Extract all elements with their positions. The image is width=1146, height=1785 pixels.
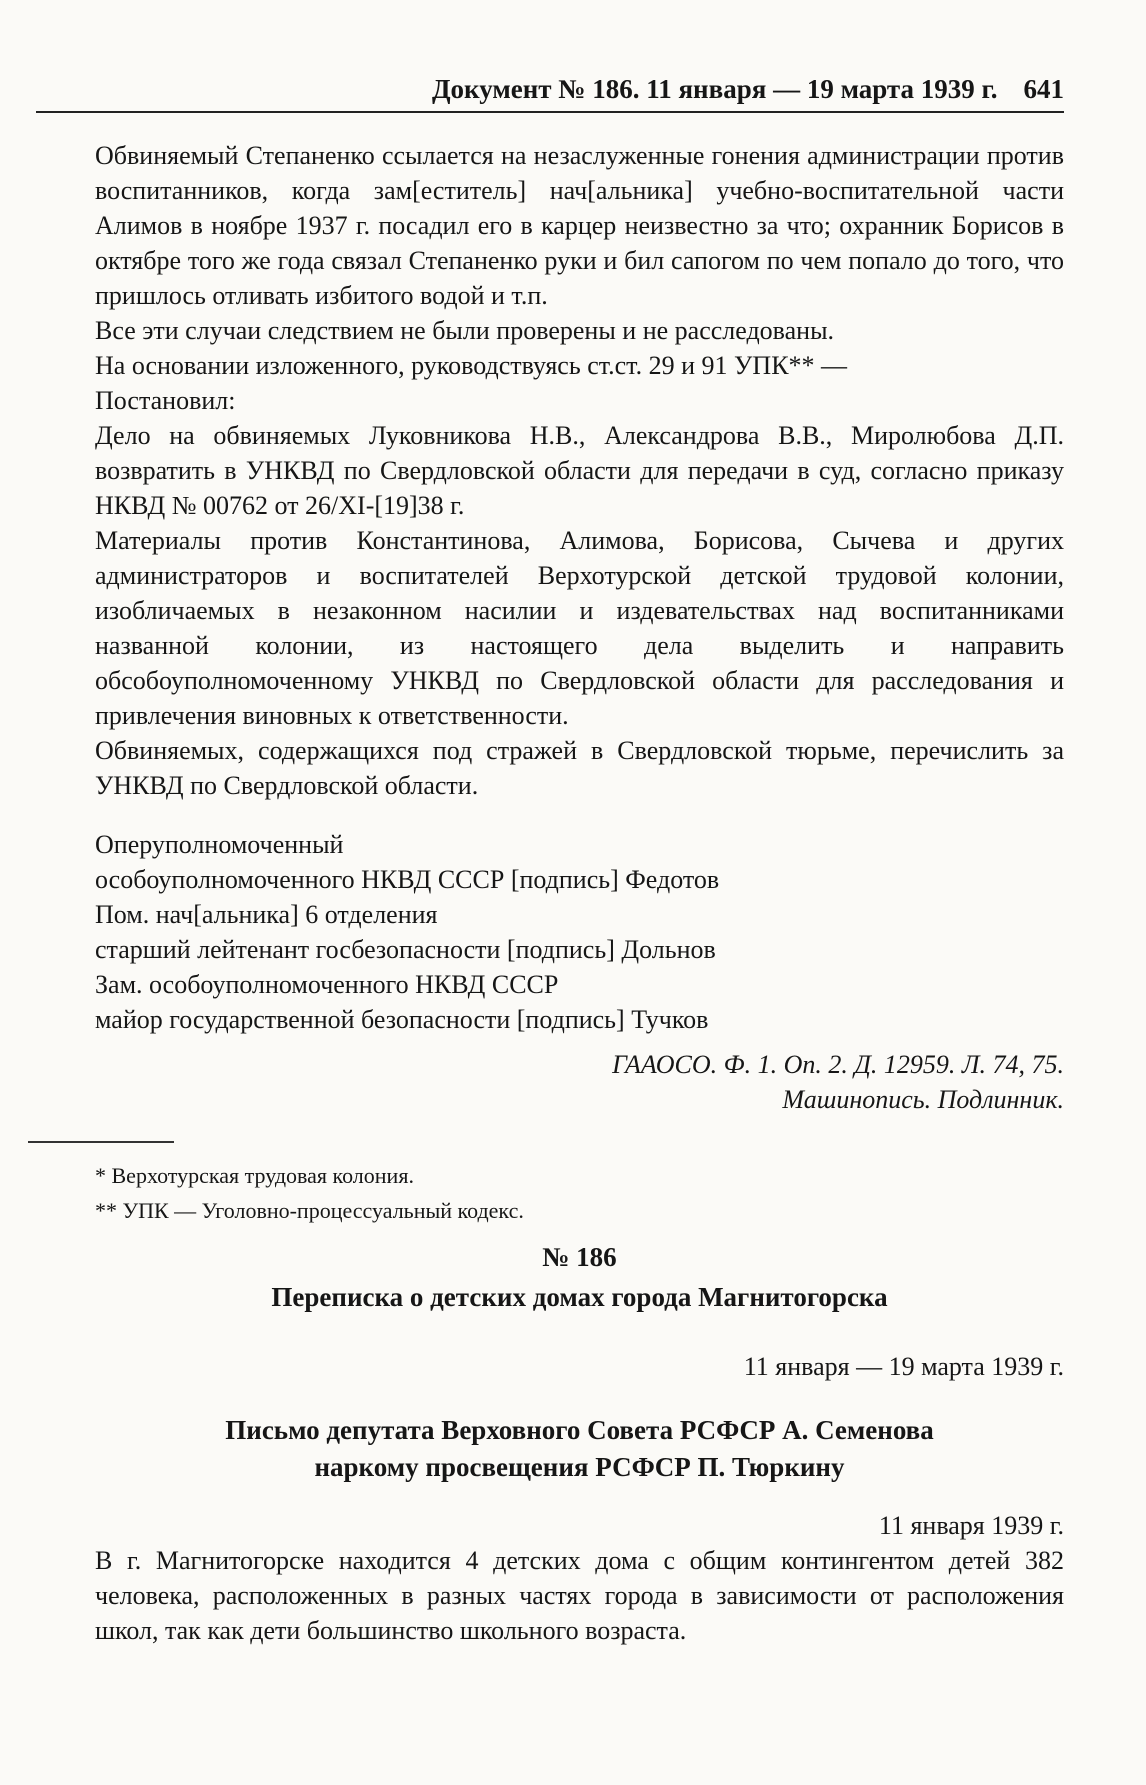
letter-title: [95, 1412, 1064, 1486]
paragraph-return-case: Дело на обвиняемых Луковникова Н.В., Александрова В.В., Миролюбова Д.П. возвратить в УНКВД по Свердловской области для передачи в суд, согласно приказу НКВД № 00762 от 26/XI-[19]38 г.: [95, 421, 1064, 520]
signature-line: Оперуполномоченный: [95, 830, 344, 859]
letter-title-line1: Письмо депутата Верховного Совета РСФСР А. Семенова: [225, 1415, 934, 1445]
signature-line: старший лейтенант госбезопасности [подпись] Дольнов: [95, 935, 716, 964]
letter-date: 11 января 1939 г.: [878, 1511, 1064, 1540]
paragraph-grounds: На основании изложенного, руководствуясь ст.ст. 29 и 91 УПК** —: [95, 351, 848, 380]
signature-line: майор государственной безопасности [подпись] Тучков: [95, 1005, 709, 1034]
footnote: * Верхотурская трудовая колония.: [95, 1163, 414, 1188]
paragraph-resolved: Постановил:: [95, 386, 236, 415]
page-body: [95, 138, 1064, 1648]
footnote-rule: [28, 1141, 174, 1143]
archive-note: Машинопись. Подлинник.: [782, 1085, 1064, 1114]
letter-title-line2: наркому просвещения РСФСР П. Тюркину: [314, 1452, 845, 1482]
header-rule: [36, 111, 1064, 113]
document-date-range: 11 января — 19 марта 1939 г.: [743, 1352, 1064, 1381]
signature-line: Зам. особоуполномоченного НКВД СССР: [95, 970, 559, 999]
signature-block: [95, 827, 1064, 1037]
document-title: Переписка о детских домах города Магнитогорска: [271, 1282, 888, 1312]
paragraph-materials: Материалы против Константинова, Алимова, Борисова, Сычева и других администраторов и воспитателей Верхотурской детской трудовой колонии, изобличаемых в незаконном насилии и издевательствах над воспитанниками названной колонии, из настоящего дела выделить и направить обсобоуполномоченному УНКВД по Свердловской области для расследования и привлечения виновных к ответственности.: [95, 526, 1064, 730]
running-head-title: Документ № 186. 11 января — 19 марта 1939 г.: [431, 74, 998, 104]
document-number: № 186: [542, 1242, 617, 1272]
running-head: [36, 72, 1064, 106]
paragraph-detainees: Обвиняемых, содержащихся под стражей в Свердловской тюрьме, перечислить за УНКВД по Свердловской области.: [95, 736, 1064, 800]
page-number: 641: [1023, 74, 1064, 104]
footnote: ** УПК — Уголовно-процессуальный кодекс.: [95, 1198, 524, 1223]
paragraph-not-investigated: Все эти случаи следствием не были проверены и не расследованы.: [95, 316, 835, 345]
letter-text: В г. Магнитогорске находится 4 детских дома с общим контингентом детей 382 человека, расположенных в разных частях города в зависимости от расположения школ, так как дети большинство школьного возраста.: [95, 1546, 1064, 1645]
signature-line: Пом. нач[альника] 6 отделения: [95, 900, 438, 929]
archive-reference: ГААОСО. Ф. 1. Оп. 2. Д. 12959. Л. 74, 75.: [612, 1050, 1064, 1079]
paragraph-accusation: Обвиняемый Степаненко ссылается на незаслуженные гонения администрации против воспитанников, когда зам[еститель] нач[альника] учебно-воспитательной части Алимов в ноябре 1937 г. посадил его в карцер неизвестно за что; охранник Борисов в октябре того же года связал Степаненко руки и бил сапогом по чем попало до того, что пришлось отливать избитого водой и т.п.: [95, 141, 1064, 310]
signature-line: особоуполномоченного НКВД СССР [подпись] Федотов: [95, 865, 720, 894]
